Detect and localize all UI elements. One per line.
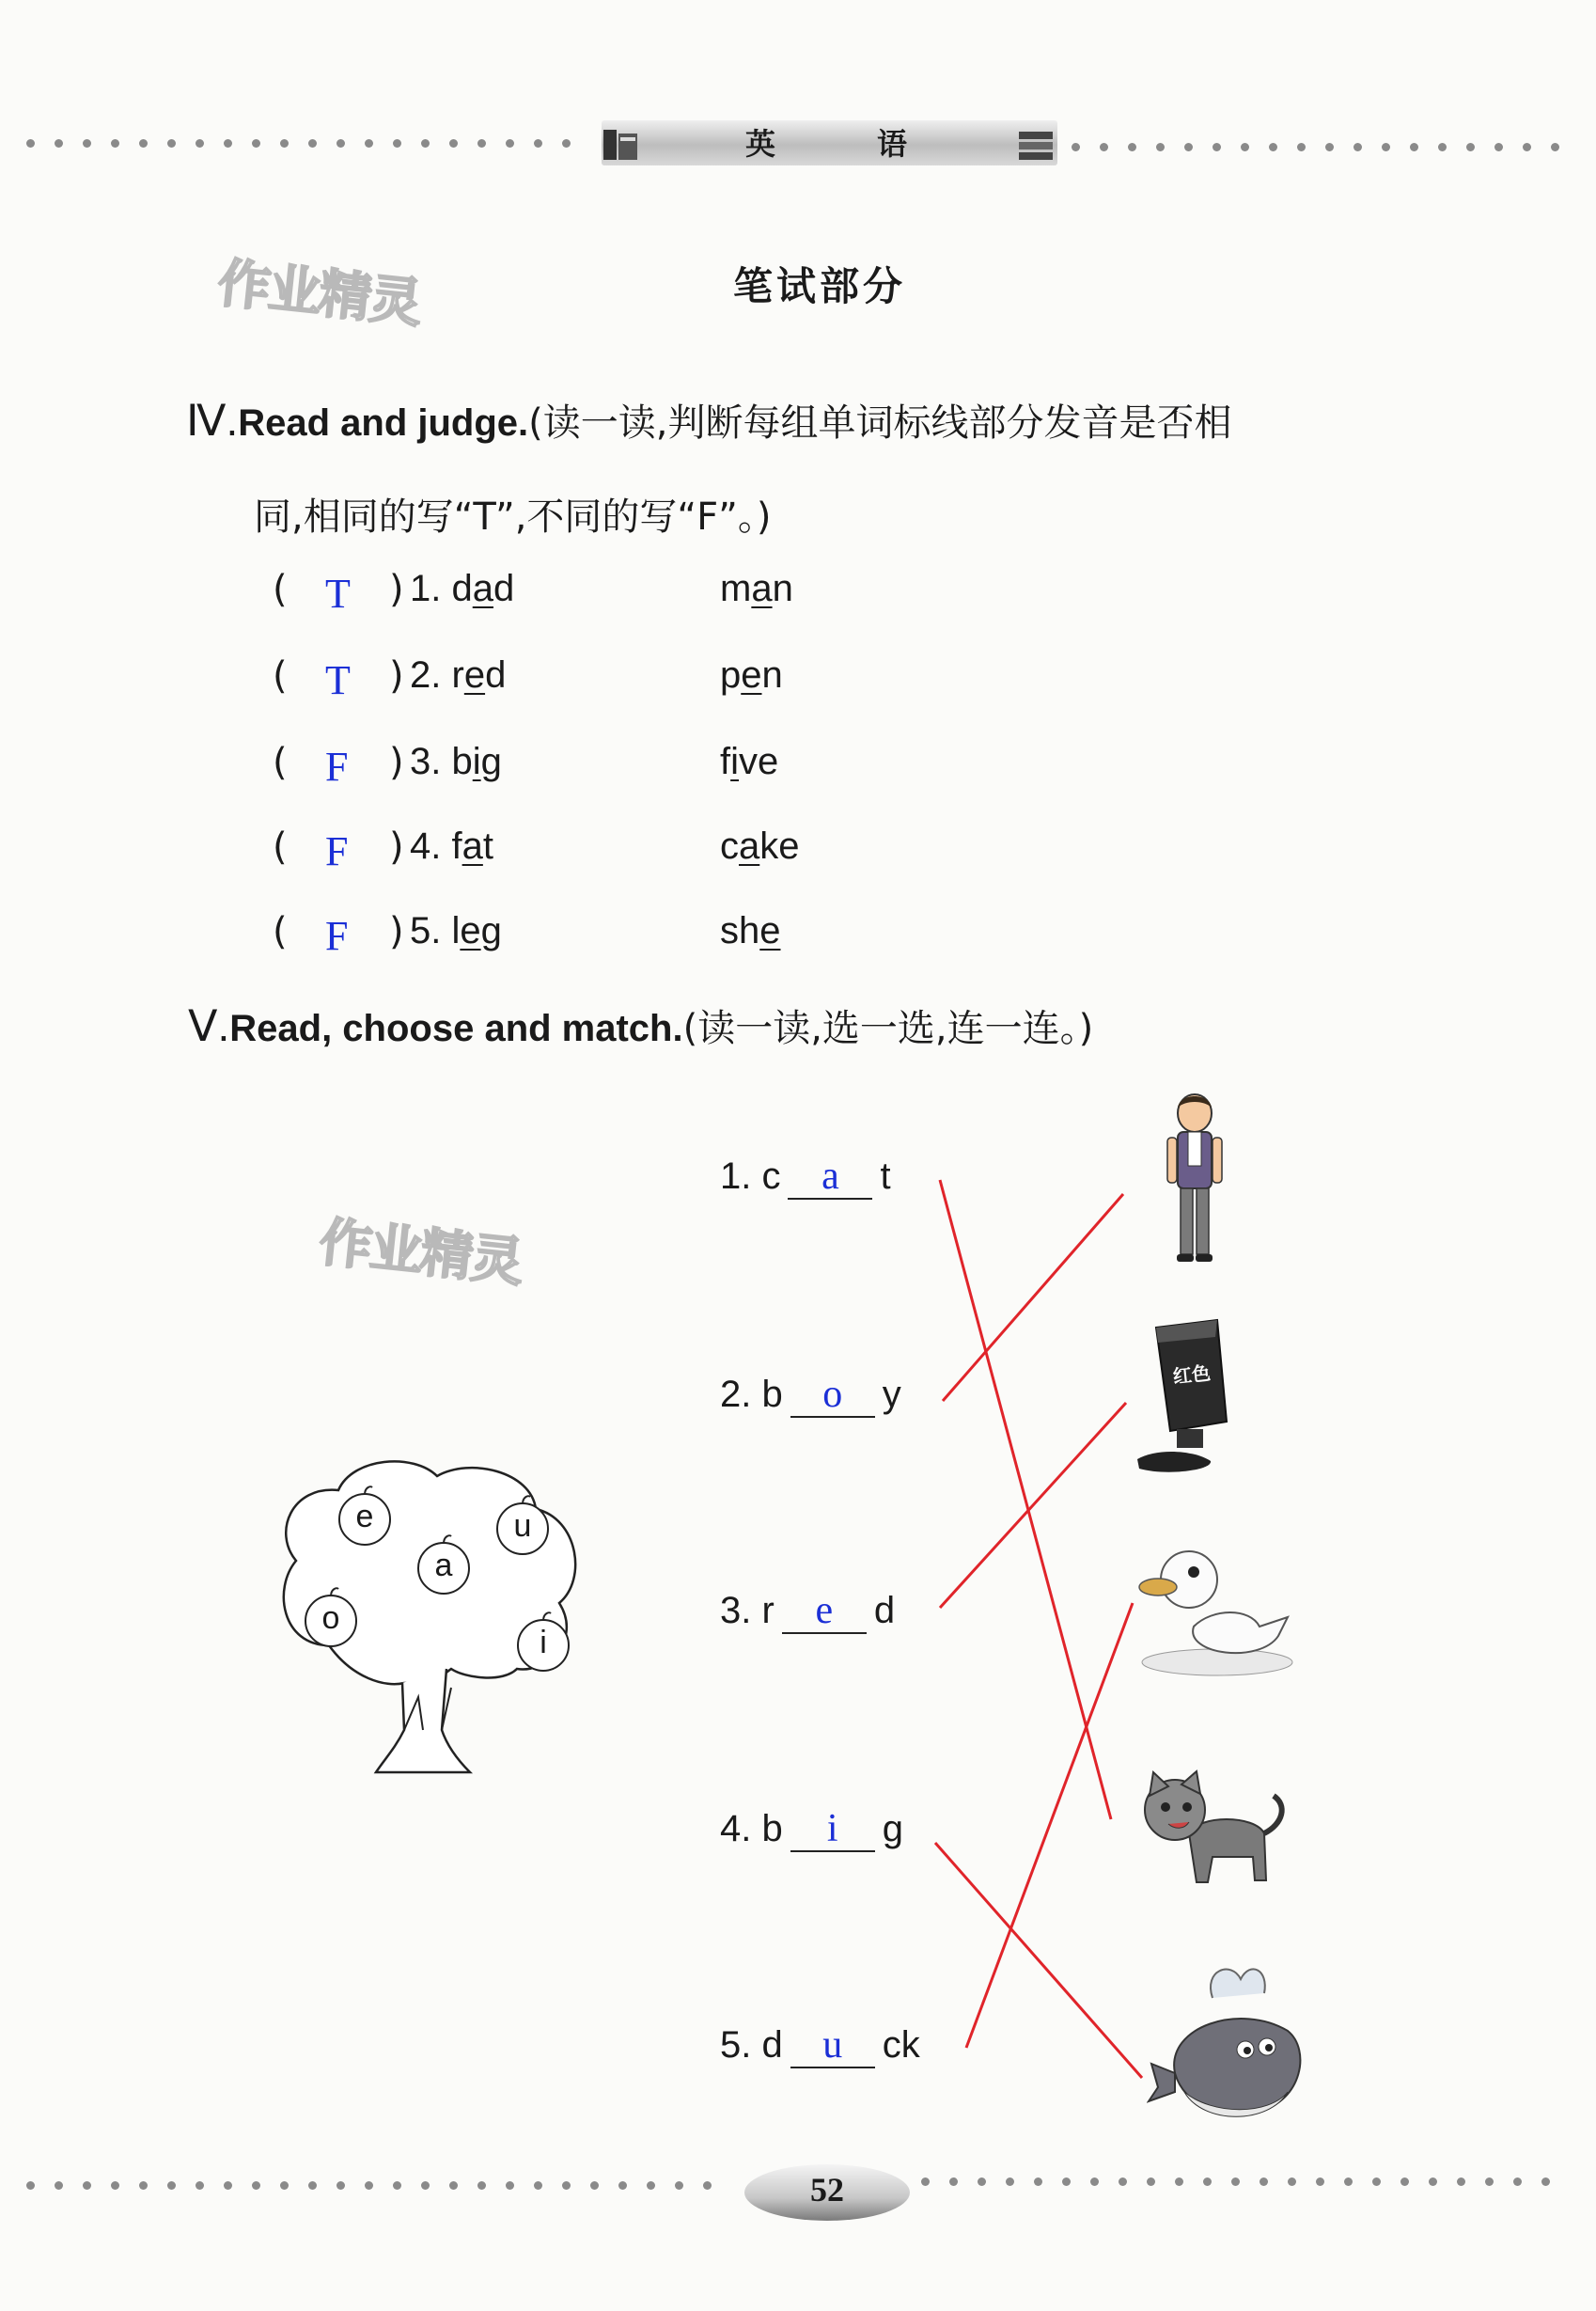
decor-dot xyxy=(26,2181,35,2190)
paint-tube-label: 红色 xyxy=(1171,1361,1212,1389)
word-a-prefix: l xyxy=(451,910,461,951)
decor-dot xyxy=(1119,2177,1127,2186)
word-b-underlined: e xyxy=(759,910,781,951)
item-number: 2. xyxy=(410,654,442,696)
word-a-suffix: d xyxy=(493,568,515,609)
decor-dot xyxy=(1541,2177,1550,2186)
decor-dot xyxy=(1147,2177,1155,2186)
decor-dot xyxy=(1457,2177,1465,2186)
answer-paren-close: ) xyxy=(389,741,404,784)
apple-letter: i xyxy=(540,1625,547,1660)
match-line-4 xyxy=(935,1843,1142,2078)
item-number: 4. xyxy=(720,1808,752,1849)
word-b-underlined: i xyxy=(730,741,740,782)
word-b-suffix: ke xyxy=(759,825,800,867)
word-b-suffix: n xyxy=(772,568,793,609)
apple-letter: e xyxy=(355,1499,374,1534)
answer-paren-close: ) xyxy=(389,910,404,953)
word-b-prefix: c xyxy=(720,825,739,867)
word-a-suffix: d xyxy=(485,654,507,696)
apple xyxy=(412,1533,476,1596)
decor-dot xyxy=(280,2181,289,2190)
word-b-underlined: a xyxy=(739,825,760,867)
answer-paren-close: ) xyxy=(389,654,404,698)
word-a-prefix: d xyxy=(451,568,473,609)
whale-picture xyxy=(1147,1960,1316,2134)
decor-dot xyxy=(1372,2177,1381,2186)
item-number: 4. xyxy=(410,825,442,867)
match-line-3 xyxy=(940,1403,1126,1608)
word-b-underlined: a xyxy=(751,568,773,609)
word-start: b xyxy=(761,1808,783,1849)
header-subject-char1: 英 xyxy=(745,126,778,162)
letter-blank[interactable]: i xyxy=(790,1807,875,1852)
decor-dot xyxy=(1062,2177,1071,2186)
decor-dot xyxy=(1485,2177,1494,2186)
word-b-prefix: f xyxy=(720,741,731,782)
word-end: y xyxy=(882,1374,901,1415)
footer-dots-right xyxy=(921,2177,1579,2187)
word-a-underlined: a xyxy=(472,568,493,609)
apple-letter: o xyxy=(321,1600,340,1636)
decor-dot xyxy=(1429,2177,1437,2186)
word-a-suffix: g xyxy=(480,910,502,951)
decor-dot xyxy=(647,2181,655,2190)
decor-dot xyxy=(1231,2177,1240,2186)
q4-number: Ⅳ. xyxy=(186,396,239,445)
paint-tube-picture xyxy=(1128,1309,1241,1478)
apple-letter: a xyxy=(434,1548,453,1583)
q5-number: Ⅴ. xyxy=(188,1001,230,1050)
section-title: 笔试部分 xyxy=(733,263,907,309)
q4-title: Read and judge. xyxy=(238,402,529,444)
word-a-suffix: t xyxy=(482,825,493,867)
item-number: 2. xyxy=(720,1374,752,1415)
q4-instruction: (读一读,判断每组单词标线部分发音是否相 xyxy=(528,401,1232,445)
item-number: 1. xyxy=(720,1156,752,1197)
word-a-underlined: a xyxy=(462,825,483,867)
decor-dot xyxy=(949,2177,958,2186)
apple xyxy=(491,1493,555,1557)
word-b-suffix: n xyxy=(761,654,783,696)
word-b-prefix: m xyxy=(720,568,752,609)
decor-dot xyxy=(449,2181,458,2190)
decor-dot xyxy=(1400,2177,1409,2186)
decor-dot xyxy=(1175,2177,1183,2186)
q4-instruction-line2: 同,相同的写“T”,不同的写“F”。) xyxy=(254,495,772,539)
word-start: d xyxy=(761,2024,783,2066)
word-start: r xyxy=(761,1590,775,1631)
decor-dot xyxy=(1344,2177,1353,2186)
watermark: 作业精灵 xyxy=(214,252,424,336)
answer-paren-open: ( xyxy=(273,654,288,698)
word-a-prefix: b xyxy=(451,741,473,782)
match-line-2 xyxy=(943,1194,1123,1401)
answer-paren-close: ) xyxy=(389,825,404,869)
answer-paren-open: ( xyxy=(273,741,288,784)
letter-blank[interactable]: o xyxy=(790,1373,875,1418)
decor-dot xyxy=(1006,2177,1014,2186)
match-line-5 xyxy=(966,1603,1133,2048)
decor-dot xyxy=(139,2181,148,2190)
q5-instruction: (读一读,选一选,连一连。) xyxy=(682,1007,1094,1050)
decor-dot xyxy=(703,2181,712,2190)
decor-dot xyxy=(590,2181,599,2190)
apple xyxy=(333,1484,397,1548)
header-subject-char2: 语 xyxy=(877,126,910,162)
item-number: 1. xyxy=(410,568,442,609)
page-number: 52 xyxy=(810,2171,844,2209)
decor-dot xyxy=(1316,2177,1324,2186)
answer-paren-open: ( xyxy=(273,825,288,869)
decor-dot xyxy=(196,2181,204,2190)
item-number: 3. xyxy=(720,1590,752,1631)
item-number: 3. xyxy=(410,741,442,782)
decor-dot xyxy=(167,2181,176,2190)
watermark: 作业精灵 xyxy=(316,1211,525,1295)
apple xyxy=(511,1610,575,1674)
decor-dot xyxy=(1203,2177,1212,2186)
letter-blank[interactable]: a xyxy=(788,1155,872,1200)
q4-answer[interactable]: F xyxy=(325,744,349,790)
word-a-underlined: e xyxy=(460,910,481,951)
q5-title: Read, choose and match. xyxy=(229,1008,683,1049)
decor-dot xyxy=(506,2181,514,2190)
decor-dot xyxy=(675,2181,683,2190)
duck-picture xyxy=(1137,1533,1297,1683)
word-start: b xyxy=(761,1374,783,1415)
letter-blank[interactable]: u xyxy=(790,2023,875,2068)
decor-dot xyxy=(1090,2177,1099,2186)
apple-letter: u xyxy=(513,1508,532,1544)
match-line-1 xyxy=(940,1180,1111,1819)
decor-dot xyxy=(477,2181,486,2190)
word-start: c xyxy=(761,1156,781,1197)
decor-dot xyxy=(921,2177,930,2186)
item-number: 5. xyxy=(410,910,442,951)
word-b-prefix: sh xyxy=(720,910,760,951)
word-a-prefix: r xyxy=(451,654,464,696)
decor-dot xyxy=(55,2181,63,2190)
q4-answer[interactable]: F xyxy=(325,913,349,959)
decor-dot xyxy=(393,2181,401,2190)
cat-picture xyxy=(1133,1768,1292,1899)
decor-dot xyxy=(83,2181,91,2190)
q4-answer[interactable]: T xyxy=(325,571,351,617)
word-end: d xyxy=(873,1590,896,1631)
decor-dot xyxy=(224,2181,232,2190)
decor-dot xyxy=(978,2177,986,2186)
answer-paren-open: ( xyxy=(273,568,288,611)
q4-answer[interactable]: T xyxy=(325,657,351,703)
decor-dot xyxy=(1288,2177,1296,2186)
apple xyxy=(299,1585,363,1649)
q4-answer[interactable]: F xyxy=(325,828,349,874)
word-end: ck xyxy=(882,2024,920,2066)
decor-dot xyxy=(534,2181,542,2190)
decor-dot xyxy=(421,2181,430,2190)
decor-dot xyxy=(562,2181,571,2190)
decor-dot xyxy=(365,2181,373,2190)
letter-blank[interactable]: e xyxy=(782,1589,867,1634)
word-b-underlined: e xyxy=(741,654,762,696)
word-end: t xyxy=(880,1156,891,1197)
boy-picture xyxy=(1162,1091,1228,1269)
word-b-suffix: ve xyxy=(739,741,779,782)
word-a-prefix: f xyxy=(451,825,462,867)
answer-paren-open: ( xyxy=(273,910,288,953)
word-a-suffix: g xyxy=(480,741,502,782)
word-a-underlined: i xyxy=(472,741,481,782)
item-number: 5. xyxy=(720,2024,752,2066)
decor-dot xyxy=(252,2181,260,2190)
decor-dot xyxy=(308,2181,317,2190)
decor-dot xyxy=(111,2181,119,2190)
decor-dot xyxy=(1034,2177,1042,2186)
word-a-underlined: e xyxy=(463,654,486,696)
word-b-prefix: p xyxy=(720,654,742,696)
decor-dot xyxy=(336,2181,345,2190)
decor-dot xyxy=(1513,2177,1522,2186)
decor-dot xyxy=(618,2181,627,2190)
footer-dots-left xyxy=(26,2181,741,2191)
answer-paren-close: ) xyxy=(389,568,404,611)
word-end: g xyxy=(882,1808,903,1849)
decor-dot xyxy=(1260,2177,1268,2186)
